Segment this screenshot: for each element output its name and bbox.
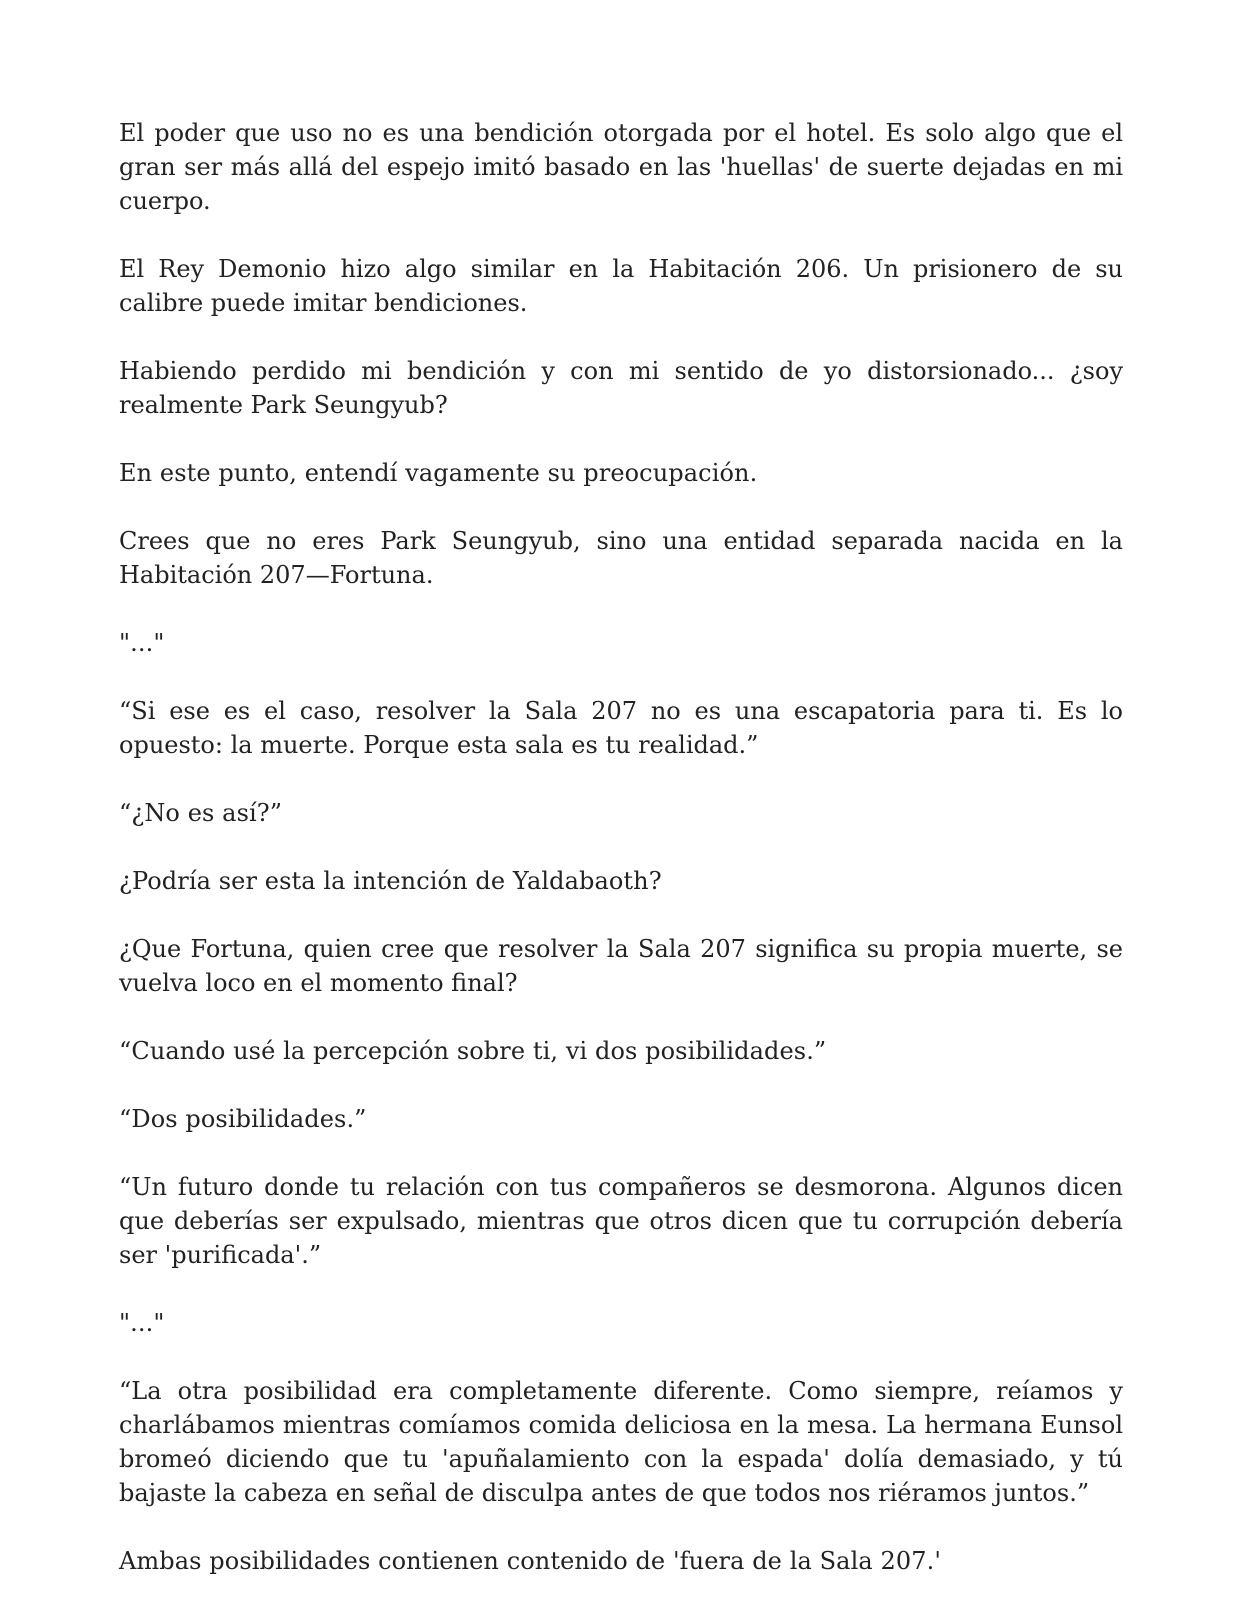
paragraph: El Rey Demonio hizo algo similar en la Habitación 206. Un prisionero de su calibre puede imitar bendiciones. bbox=[119, 255, 1123, 317]
paragraph: En este punto, entendí vagamente su preocupación. bbox=[119, 459, 758, 487]
paragraph: Habiendo perdido mi bendición y con mi sentido de yo distorsionado... ¿soy realmente Park Seungyub? bbox=[119, 357, 1123, 419]
dialogue-line: “Si ese es el caso, resolver la Sala 207 no es una escapatoria para ti. Es lo opuesto: la muerte. Porque esta sala es tu realidad.” bbox=[119, 697, 1123, 759]
paragraph: El poder que uso no es una bendición otorgada por el hotel. Es solo algo que el gran ser más allá del espejo imitó basado en las 'huellas' de suerte dejadas en mi cuerpo. bbox=[119, 119, 1123, 215]
dialogue-line: “Dos posibilidades.” bbox=[119, 1105, 367, 1133]
dialogue-line: “¿No es así?” bbox=[119, 799, 283, 827]
dialogue-line: “La otra posibilidad era completamente diferente. Como siempre, reíamos y charlábamos mientras comíamos comida deliciosa en la mesa. La hermana Eunsol bromeó diciendo que tu 'apuñalamiento con la espada' dolía demasiado, y tú bajaste la cabeza en señal de disculpa antes de que todos nos riéramos juntos.” bbox=[119, 1377, 1123, 1507]
paragraph: Crees que no eres Park Seungyub, sino una entidad separada nacida en la Habitación 207—Fortuna. bbox=[119, 527, 1123, 589]
body-text bbox=[119, 116, 1123, 1578]
dialogue-line: “Cuando usé la percepción sobre ti, vi dos posibilidades.” bbox=[119, 1037, 827, 1065]
paragraph: ¿Que Fortuna, quien cree que resolver la Sala 207 significa su propia muerte, se vuelva loco en el momento final? bbox=[119, 935, 1123, 997]
paragraph: ¿Podría ser esta la intención de Yaldabaoth? bbox=[119, 867, 662, 895]
dialogue-line: “Un futuro donde tu relación con tus compañeros se desmorona. Algunos dicen que deberías ser expulsado, mientras que otros dicen que tu corrupción debería ser 'purificada'.” bbox=[119, 1173, 1123, 1269]
dialogue-ellipsis: "..." bbox=[119, 629, 165, 657]
dialogue-ellipsis: "..." bbox=[119, 1309, 165, 1337]
paragraph: Ambas posibilidades contienen contenido de 'fuera de la Sala 207.' bbox=[119, 1547, 942, 1575]
